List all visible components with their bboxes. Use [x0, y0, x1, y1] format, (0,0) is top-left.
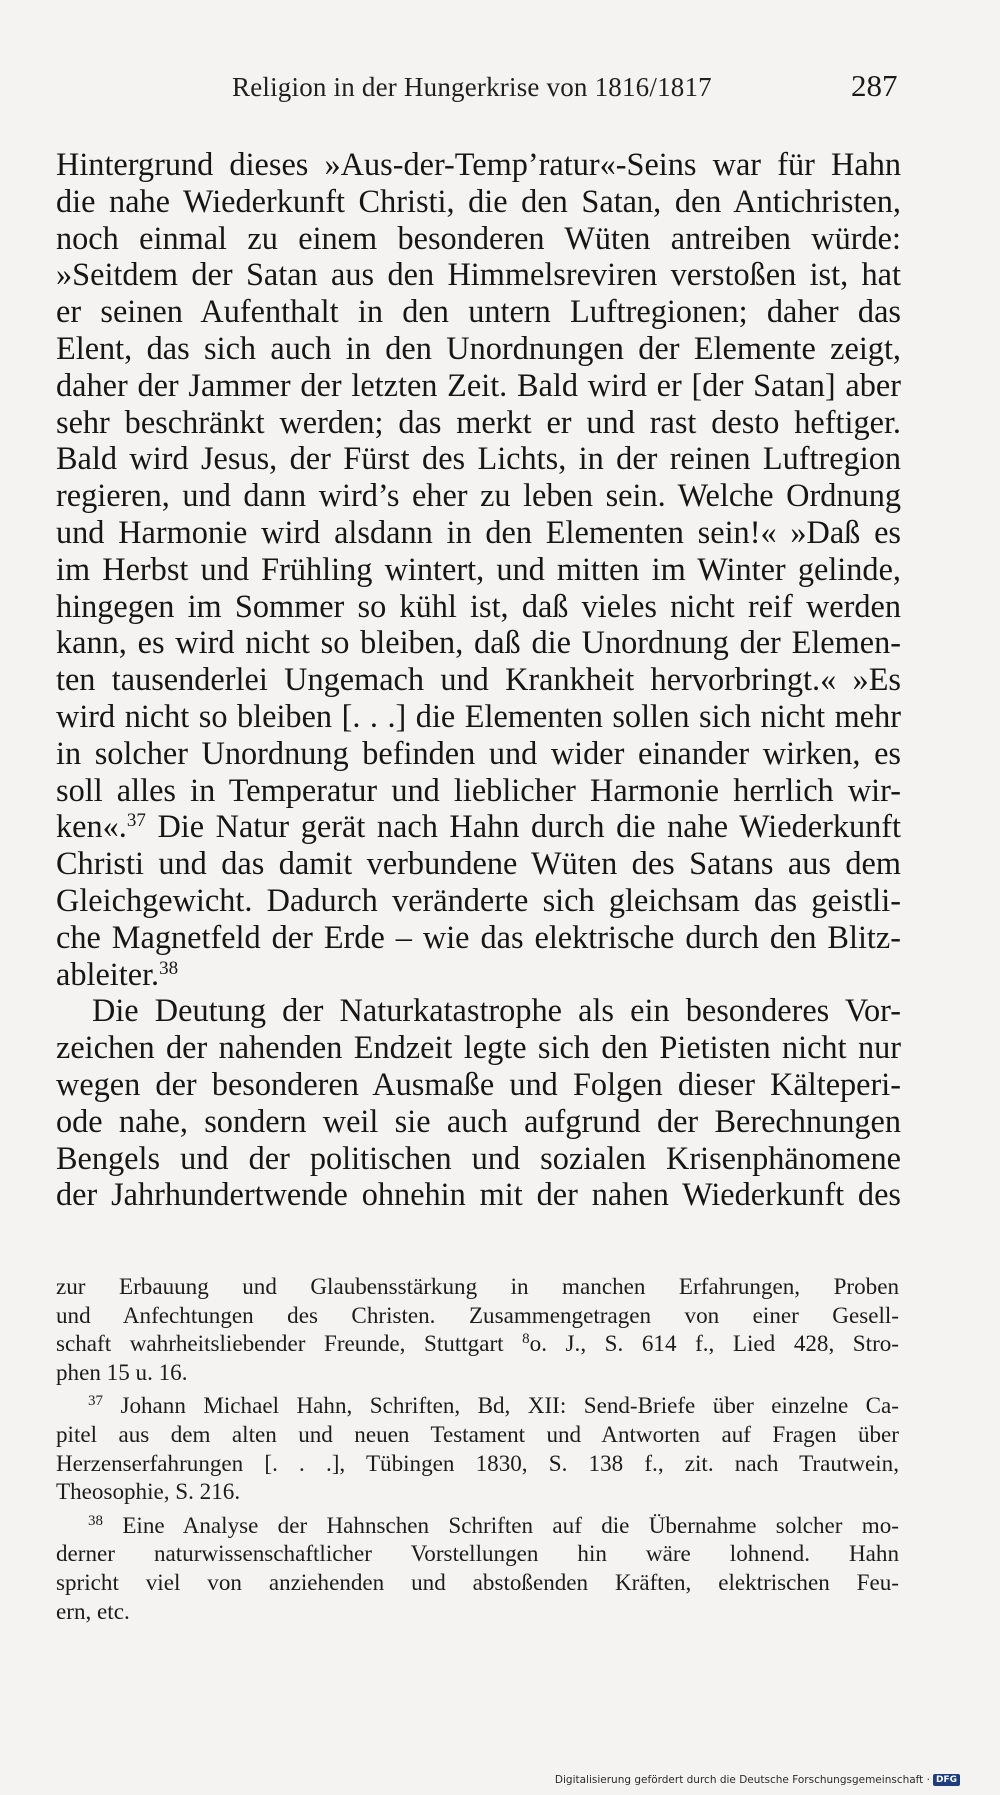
text-fragment: ableiter. [56, 955, 160, 992]
text-fragment: Die Natur gerät nach Hahn durch die nahe Wiederkunft [145, 808, 901, 845]
footnote-38 [56, 1511, 899, 1625]
footnote-line [56, 1511, 899, 1540]
text-line: Gleichgewicht. Dadurch veränderte sich gleichsam das geistli- [56, 881, 901, 918]
footnote-ref-37[interactable]: 37 [126, 810, 146, 832]
text-line: soll alles in Temperatur und lieblicher Harmonie herrlich wir- [56, 771, 901, 808]
text-line: Bald wird Jesus, der Fürst des Lichts, in der reinen Luftregion [56, 440, 901, 477]
digitization-credit [555, 1774, 960, 1786]
footnote-36-continued [56, 1272, 899, 1386]
footnote-line: phen 15 u. 16. [56, 1358, 188, 1385]
text-line: kann, es wird nicht so bleiben, daß die Unordnung der Elemen- [56, 624, 901, 661]
text-line: in solcher Unordnung befinden und wider einander wirken, es [56, 734, 901, 771]
text-fragment: Eine Analyse der Hahnschen Schriften auf die Übernahme solcher mo- [103, 1511, 899, 1538]
footnote-37 [56, 1391, 899, 1505]
text-fragment: schaft wahrheitsliebender Freunde, Stuttgart [56, 1330, 523, 1357]
footnote-line: spricht viel von anziehenden und abstoßenden Kräften, elektrischen Feu- [56, 1568, 899, 1595]
text-line [56, 808, 901, 845]
footnote-mark-37: 37 [88, 1393, 103, 1410]
text-line: »Seitdem der Satan aus den Himmelsreviren verstoßen ist, hat [56, 256, 901, 293]
footnote-line: zur Erbauung und Glaubensstärkung in manchen Erfahrungen, Proben [56, 1273, 899, 1299]
text-line: ode nahe, sondern weil sie auch aufgrund der Berechnungen [56, 1102, 901, 1139]
footnote-line: und Anfechtungen des Christen. Zusammengetragen von einer Gesell- [56, 1301, 899, 1328]
page-number: 287 [851, 68, 898, 103]
footnote-line: derner naturwissenschaftlicher Vorstellungen hin wäre lohnend. Hahn [56, 1540, 899, 1567]
footnote-line [56, 1329, 899, 1358]
footnote-line: ern, etc. [56, 1597, 130, 1624]
text-line: er seinen Aufenthalt in den untern Luftregionen; daher das [56, 293, 901, 330]
text-line [56, 956, 901, 993]
text-line: Christi und das damit verbundene Wüten des Satans aus dem [56, 845, 901, 882]
text-line: ten tausenderlei Ungemach und Krankheit hervorbringt.« »Es [56, 661, 901, 698]
text-line: wegen der besonderen Ausmaße und Folgen dieser Kälteperi- [56, 1065, 901, 1102]
text-line: sehr beschränkt werden; das merkt er und rast desto heftiger. [56, 403, 901, 440]
text-line: Die Deutung der Naturkatastrophe als ein besonderes Vor- [92, 992, 901, 1029]
main-text [56, 146, 901, 1213]
footnote-line [56, 1391, 899, 1420]
dfg-logo-icon: DFG [933, 1774, 960, 1786]
footnote-line: Theosophie, S. 216. [56, 1478, 241, 1505]
text-line: che Magnetfeld der Erde – wie das elektrische durch den Blitz- [56, 918, 901, 955]
footnote-line: Herzenserfahrungen [. . .], Tübingen 1830, S. 138 f., zit. nach Trautwein, [56, 1449, 899, 1476]
text-line: Bengels und der politischen und sozialen Krisenphänomene [56, 1139, 901, 1176]
text-line: der Jahrhundertwende ohnehin mit der nahen Wiederkunft des [56, 1176, 901, 1213]
text-line: im Herbst und Frühling wintert, und mitten im Winter gelinde, [56, 550, 901, 587]
text-fragment: ken«. [56, 808, 127, 845]
footnote-mark-38: 38 [88, 1512, 103, 1529]
text-line: regieren, und dann wird’s eher zu leben sein. Welche Ordnung [56, 477, 901, 514]
credit-text: Digitalisierung gefördert durch die Deutsche Forschungsgemeinschaft · [554, 1774, 930, 1786]
page-header [0, 68, 1000, 112]
text-line: und Harmonie wird alsdann in den Elementen sein!« »Daß es [56, 513, 901, 550]
text-line: daher der Jammer der letzten Zeit. Bald wird er [der Satan] aber [56, 366, 901, 403]
text-line: Hintergrund dieses »Aus-der-Temp’ratur«-Seins war für Hahn [56, 146, 901, 182]
text-line: Elent, das sich auch in den Unordnungen der Elemente zeigt, [56, 329, 901, 366]
text-line: zeichen der nahenden Endzeit legte sich den Pietisten nicht nur [56, 1029, 901, 1066]
text-fragment: o. J., S. 614 f., Lied 428, Stro- [529, 1330, 899, 1357]
edition-superscript: 8 [522, 1331, 530, 1348]
text-fragment: Johann Michael Hahn, Schriften, Bd, XII: Send-Briefe über einzelne Ca- [103, 1392, 899, 1419]
footnote-ref-38[interactable]: 38 [159, 957, 179, 979]
footnotes [56, 1272, 899, 1625]
text-line: wird nicht so bleiben [. . .] die Elementen sollen sich nicht mehr [56, 697, 901, 734]
text-line: die nahe Wiederkunft Christi, die den Satan, den Antichristen, [56, 182, 901, 219]
running-title: Religion in der Hungerkrise von 1816/1817 [232, 72, 712, 102]
text-line: hingegen im Sommer so kühl ist, daß vieles nicht reif werden [56, 587, 901, 624]
text-line: noch einmal zu einem besonderen Wüten antreiben würde: [56, 219, 901, 256]
footnote-line: pitel aus dem alten und neuen Testament und Antworten auf Fragen über [56, 1420, 899, 1447]
